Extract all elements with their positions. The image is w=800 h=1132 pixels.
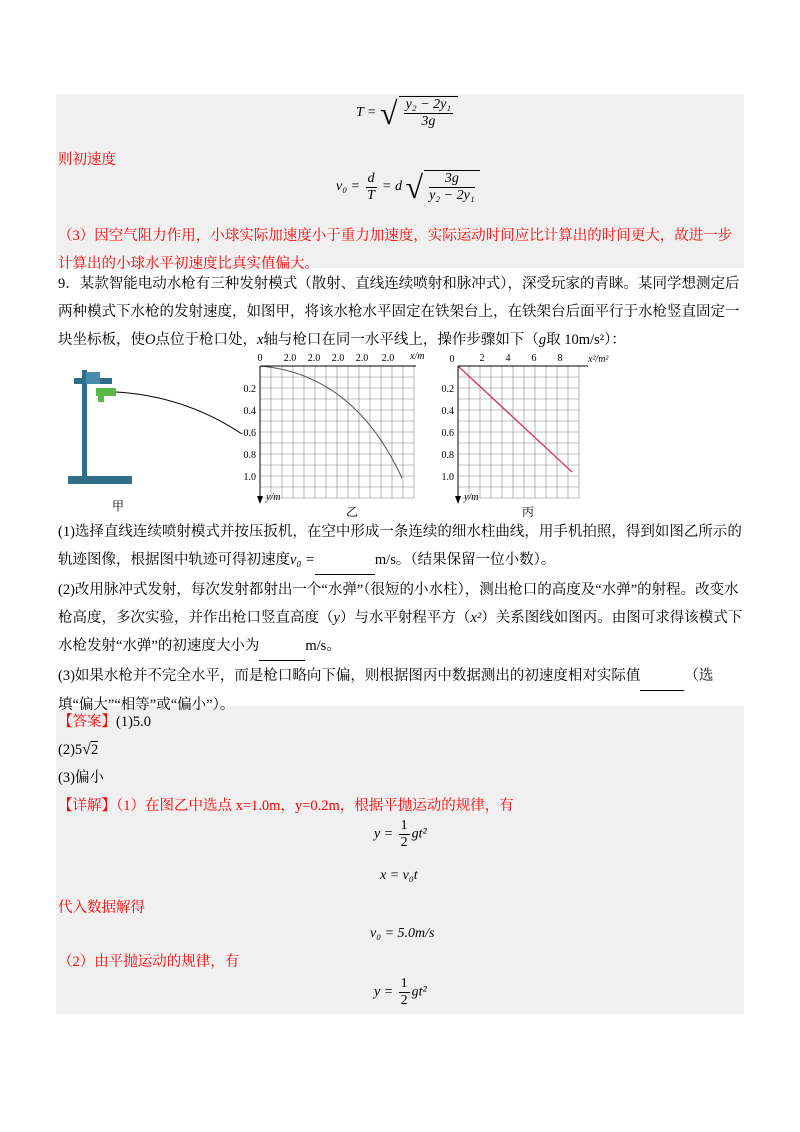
yi-x-label: x/m — [410, 351, 425, 362]
yi-x-tick: 2.0 — [355, 353, 369, 364]
clamp-head — [86, 372, 100, 384]
equation-v0: v₀ = $\frac{d}{T}$ = d √ $\frac{3g}{\text{y₂ − 2y₁}}$ — [336, 170, 480, 204]
yi-y-tick: 0.4 — [243, 406, 256, 417]
answer-blank-3[interactable] — [640, 662, 684, 691]
bing-y-tick: 0.8 — [441, 450, 454, 461]
answer-part2: (2)5√2 — [58, 741, 99, 758]
bing-y-tick: 1.0 — [441, 472, 454, 483]
equation-fall-2: y = $\frac{1}{2}$ gt² — [374, 976, 427, 1008]
label-substitute: 代入数据解得 — [58, 900, 145, 916]
explanation-step1: 【详解】（1）在图乙中选点 x=1.0m，y=0.2m，根据平抛运动的规律，有 — [58, 798, 514, 814]
yi-x-tick: 2.0 — [381, 353, 395, 364]
answer-label: 【答案】 — [58, 714, 116, 730]
bing-y-tick: 0.4 — [441, 406, 454, 417]
bing-x-label: x²/m² — [588, 354, 609, 365]
explanation-step2: （2）由平抛运动的规律，有 — [58, 954, 240, 970]
answer-blank-2[interactable] — [259, 632, 305, 661]
equation-T: T = √ $\frac{\text{y₂ − 2y₁}}{3g}$ — [356, 96, 458, 130]
equation-horizontal: x = v₀t — [380, 868, 418, 883]
caption-yi: 乙 — [345, 505, 359, 519]
water-trajectory — [116, 392, 242, 434]
bing-y-tick: 0.2 — [441, 384, 454, 395]
yi-y-tick: 0.8 — [243, 450, 256, 461]
label-initial-velocity: 则初速度 — [58, 152, 116, 168]
yi-y-tick: 0.2 — [243, 384, 256, 395]
yi-y-tick: 1.0 — [243, 472, 256, 483]
bing-x-tick: 0 — [449, 354, 455, 365]
stand-pole — [82, 370, 87, 478]
figure-jia — [60, 358, 260, 518]
yi-x-tick: 0 — [257, 353, 263, 364]
yi-grid — [260, 366, 414, 498]
answer-blank-1[interactable] — [315, 546, 375, 575]
yi-x-tick: 2.0 — [283, 353, 297, 364]
answer-part1: 【答案】(1)5.0 — [58, 714, 152, 730]
yi-y-label: y/m — [266, 492, 281, 503]
question-part3: (3)如果水枪并不完全水平，而是枪口略向下偏，则根据图丙中数据测出的初速度相对实际值 （选填“偏大”“相等”或“偏小”）。 — [58, 662, 744, 719]
bing-line — [458, 366, 572, 472]
answer-part3: (3)偏小 — [58, 770, 104, 786]
bing-x-tick: 6 — [531, 353, 537, 364]
question-part2: (2)改用脉冲式发射，每次发射都射出一个“水弹”（很短的小水柱），测出枪口的高度及“水弹”的射程。改变水枪高度，多次实验，并作出枪口竖直高度（y）与水平射程平方（x²）关系图线如图丙。由图可求得该模式下水枪发射“水弹”的初速度大小为 m/s。 — [58, 576, 744, 661]
bing-y-label: y/m — [464, 492, 479, 503]
note-part3: （3）因空气阻力作用，小球实际加速度小于重力加速度，实际运动时间应比计算出的时间更大，故进一步计算出的小球水平初速度比真实值偏大。 — [58, 228, 733, 272]
bing-x-tick: 4 — [505, 353, 511, 364]
caption-jia: 甲 — [111, 499, 125, 513]
yi-x-tick: 2.0 — [331, 353, 345, 364]
caption-bing: 丙 — [521, 505, 535, 519]
bing-y-tick: 0.6 — [441, 428, 454, 439]
bing-grid — [458, 366, 579, 498]
bing-x-tick: 8 — [557, 353, 563, 364]
yi-x-tick: 2.0 — [307, 353, 321, 364]
explanation-label: 【详解】 — [58, 798, 116, 814]
question-stem: 9．某款智能电动水枪有三种发射模式（散射、直线连续喷射和脉冲式），深受玩家的青睐。某同学想测定后两种模式下水枪的发射速度，如图甲，将该水枪水平固定在铁架台上，在铁架台后面平行于水枪竖直固定一块坐标板，使O点位于枪口处，x轴与枪口在同一水平线上，操作步骤如下（g取 10m/s²）： — [58, 276, 740, 348]
equation-v0-result: v₀ = 5.0m/s — [370, 926, 435, 941]
yi-y-tick: 0.6 — [243, 428, 256, 439]
equation-fall-1: y = $\frac{1}{2}$ gt² — [374, 818, 427, 850]
figure-yi — [234, 350, 434, 520]
stand-base — [68, 476, 132, 484]
bing-x-tick: 2 — [479, 353, 485, 364]
question-part1: (1)选择直线连续喷射模式并按压扳机，在空中形成一条连续的细水柱曲线，用手机拍照，得到如图乙所示的轨迹图像，根据图中轨迹可得初速度v₀ = m/s。（结果保留一位小数）。 — [58, 518, 744, 575]
figure-bing — [432, 350, 632, 520]
